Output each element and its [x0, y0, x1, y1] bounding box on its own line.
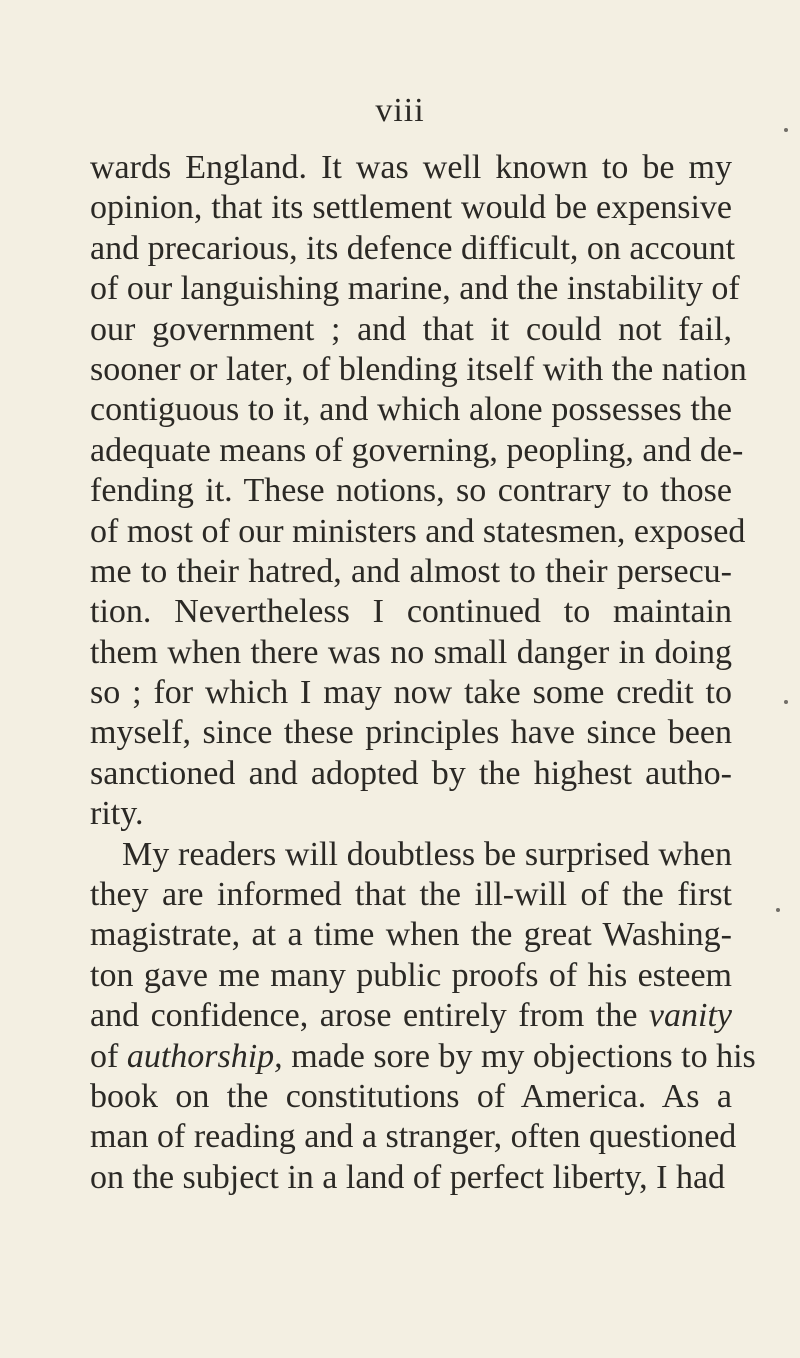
paragraph-1 [90, 148, 747, 835]
text-line: tion. Nevertheless I continued to maintain [90, 593, 732, 631]
text-line: me to their hatred, and almost to their persecu- [90, 552, 732, 590]
text-line: opinion, that its settlement would be expensive [90, 189, 732, 227]
paper-speck [784, 128, 788, 132]
text-line: of our languishing marine, and the instability of [90, 270, 740, 308]
text-line: so ; for which I may now take some credit to [90, 674, 732, 712]
paper-speck [784, 700, 788, 704]
text-line: our government ; and that it could not fail, [90, 310, 732, 348]
text-line: My readers will doubtless be surprised when [122, 835, 732, 873]
text-line: sanctioned and adopted by the highest autho- [90, 754, 732, 792]
paragraph-2 [90, 835, 756, 1199]
body-text [90, 148, 756, 1198]
text-line [90, 996, 732, 1036]
text-line: ton gave me many public proofs of his esteem [90, 956, 732, 994]
text-segment: and confidence, arose entirely from the [90, 997, 638, 1035]
text-line: them when there was no small danger in doing [90, 633, 732, 671]
paper-speck [776, 908, 780, 912]
italic-word: vanity [648, 997, 732, 1035]
text-segment: made sore by my objections to his [291, 1037, 756, 1075]
text-line: rity. [90, 795, 144, 833]
text-line: they are informed that the ill-will of the first [90, 876, 732, 914]
text-line: adequate means of governing, peopling, and de- [90, 431, 744, 469]
text-line: wards England. It was well known to be my [90, 149, 732, 186]
text-segment: of [90, 1037, 119, 1075]
text-line: magistrate, at a time when the great Washing- [90, 916, 732, 954]
page-number: viii [375, 92, 425, 129]
text-line: fending it. These notions, so contrary to those [90, 472, 732, 510]
text-line: man of reading and a stranger, often questioned [90, 1118, 737, 1156]
text-line: book on the constitutions of America. As a [90, 1077, 732, 1115]
text-line: myself, since these principles have since been [90, 714, 732, 752]
text-line [90, 1037, 756, 1077]
text-line: sooner or later, of blending itself with the nation [90, 350, 747, 388]
italic-word: authorship, [126, 1037, 283, 1075]
text-line: contiguous to it, and which alone possesses the [90, 391, 732, 429]
text-line: on the subject in a land of perfect liberty, I had [90, 1158, 726, 1196]
text-line: and precarious, its defence difficult, on account [90, 229, 736, 267]
text-line: of most of our ministers and statesmen, exposed [90, 512, 746, 550]
